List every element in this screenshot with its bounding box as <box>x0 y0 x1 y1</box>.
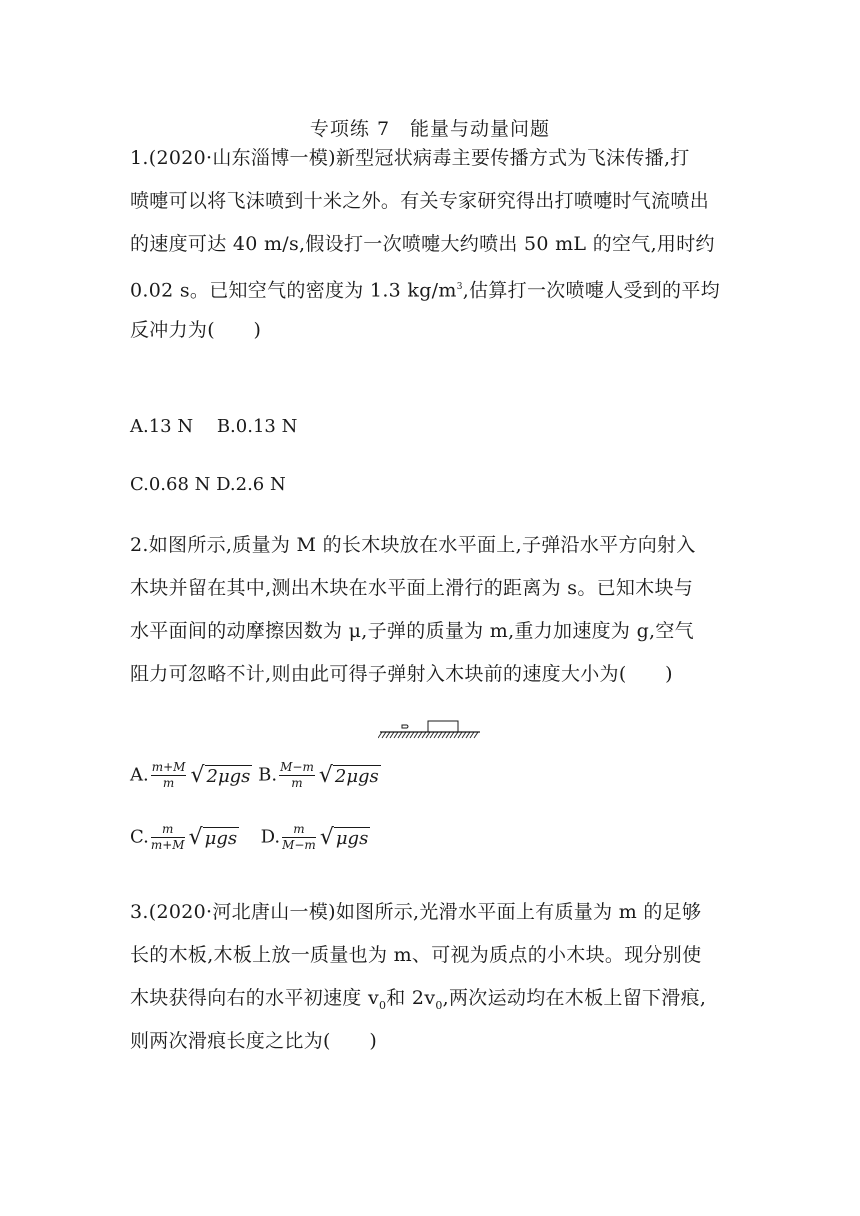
q3-line-4: 则两次滑痕长度之比为( ) <box>130 1030 378 1052</box>
option-d-label: D. <box>260 826 281 848</box>
q1-line-5: 反冲力为( ) <box>130 319 262 341</box>
question-3 <box>130 891 740 1063</box>
q1-superscript: 3 <box>456 282 463 292</box>
radical-sign: √ <box>190 763 205 788</box>
q1-line-4-rest: ,估算打一次喷嚏人受到的平均 <box>462 279 720 302</box>
option-c-sqrt <box>189 825 240 850</box>
ground-hatching <box>378 732 478 738</box>
q3-subscript-1: 0 <box>378 998 387 1012</box>
q3-line-3-rest: ,两次运动均在木板上留下滑痕, <box>442 987 707 1009</box>
radical-sign: √ <box>188 825 203 850</box>
option-a-label: A. <box>130 764 149 786</box>
q1-line-4-text: 0.02 s。已知空气的密度为 1.3 kg/m <box>130 279 457 302</box>
bullet-icon <box>402 725 408 728</box>
q3-line-3-mid: 和 2v <box>386 987 436 1009</box>
page-title: 专项练 7 能量与动量问题 <box>309 118 551 140</box>
q3-line-3-text: 木块获得向右的水平初速度 v <box>130 987 379 1009</box>
option-c-label: C. <box>130 826 149 848</box>
option-b-label: B. <box>258 764 278 786</box>
option-b-sqrt <box>319 763 381 788</box>
q3-line-2: 长的木板,木板上放一质量也为 m、可视为质点的小木块。现分别使 <box>130 944 702 966</box>
option-c-denominator: m+M <box>150 838 185 852</box>
block-bullet-figure <box>378 718 482 742</box>
option-d-fraction <box>282 822 316 853</box>
q2-line-4: 阻力可忽略不计,则由此可得子弹射入木块前的速度大小为( ) <box>130 663 673 685</box>
option-d-radicand: μgs <box>335 828 369 849</box>
radical-sign: √ <box>319 825 334 850</box>
q3-line-3 <box>130 977 740 1020</box>
q1-options-row-2: C.0.68 N D.2.6 N <box>130 474 286 495</box>
q1-line-2: 喷嚏可以将飞沫喷到十米之外。有关专家研究得出打喷嚏时气流喷出 <box>130 190 710 212</box>
q1-line-1: 1.(2020·山东淄博一模)新型冠状病毒主要传播方式为飞沫传播,打 <box>130 147 690 169</box>
option-b-denominator: m <box>291 776 303 790</box>
question-2 <box>130 524 740 696</box>
option-b-numerator: M−m <box>280 760 314 774</box>
q2-options-row-2 <box>130 822 370 853</box>
q3-subscript-2: 0 <box>435 998 443 1012</box>
q3-line-1: 3.(2020·河北唐山一模)如图所示,光滑水平面上有质量为 m 的足够 <box>130 901 702 923</box>
option-a-sqrt <box>190 763 252 788</box>
question-1 <box>130 137 740 352</box>
radical-sign: √ <box>318 763 333 788</box>
option-d-denominator: M−m <box>282 838 316 852</box>
option-c-numerator: m <box>151 822 185 838</box>
q2-line-1: 2.如图所示,质量为 M 的长木块放在水平面上,子弹沿水平方向射入 <box>130 534 696 556</box>
option-b-radicand: 2μgs <box>334 766 379 787</box>
option-a-denominator: m <box>162 776 175 790</box>
q1-options-row-1: A.13 N B.0.13 N <box>130 416 298 437</box>
option-a-fraction <box>151 760 187 791</box>
option-a-radicand: 2μgs <box>206 766 251 787</box>
option-c-radicand: μgs <box>204 828 238 849</box>
option-c-fraction <box>151 822 185 853</box>
option-d-sqrt <box>320 825 371 850</box>
q1-line-3: 的速度可达 40 m/s,假设打一次喷嚏大约喷出 50 mL 的空气,用时约 <box>130 233 715 255</box>
q1-line-4 <box>130 266 740 309</box>
option-d-numerator: m <box>282 822 316 838</box>
q2-line-3: 水平面间的动摩擦因数为 μ,子弹的质量为 m,重力加速度为 g,空气 <box>130 620 694 642</box>
q2-line-2: 木块并留在其中,测出木块在水平面上滑行的距离为 s。已知木块与 <box>130 577 694 599</box>
option-a-numerator: m+M <box>151 760 186 774</box>
wooden-block <box>428 721 458 732</box>
q2-options-row-1 <box>130 760 381 791</box>
option-b-fraction <box>279 760 315 791</box>
